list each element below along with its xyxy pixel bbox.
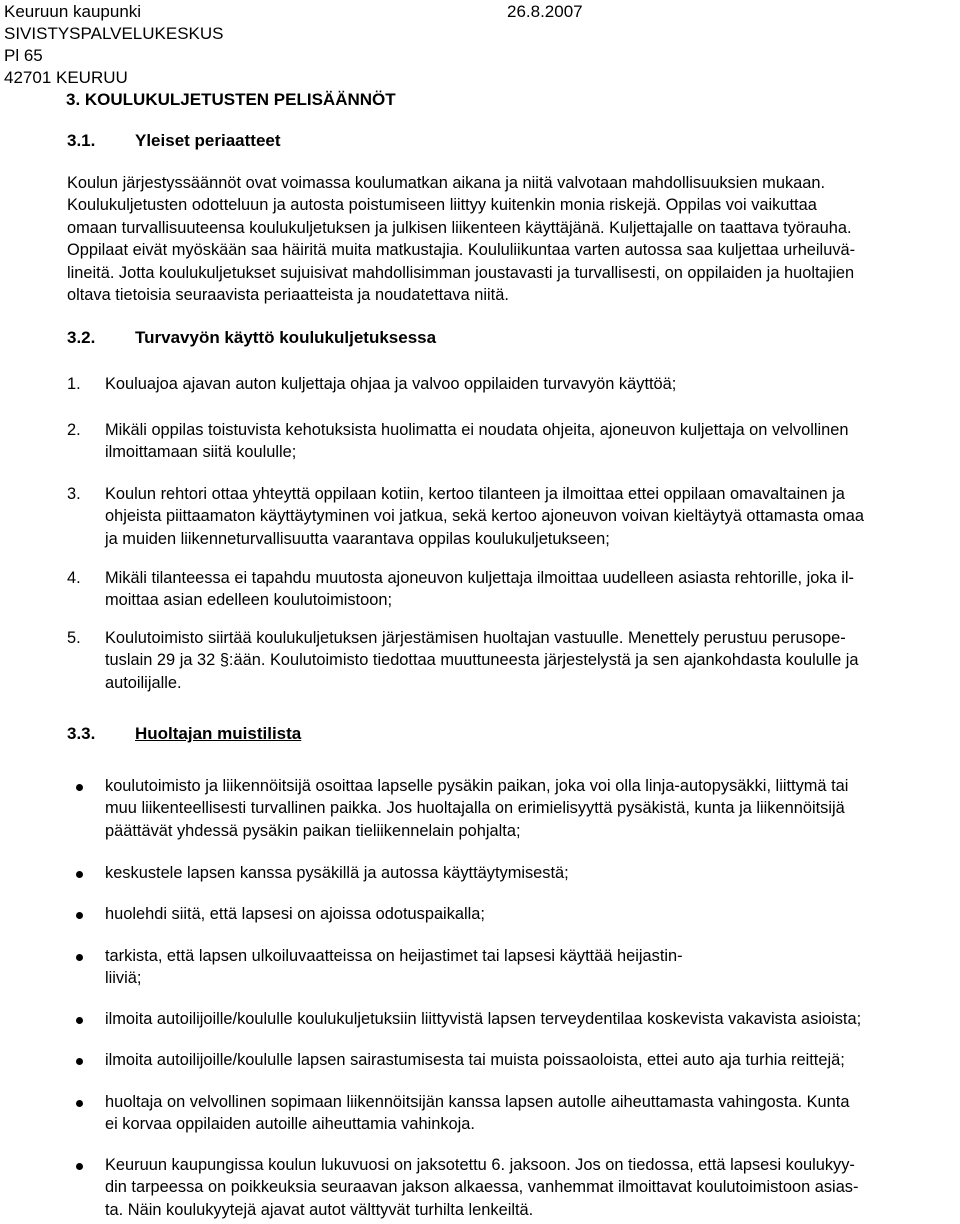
item-line: koulutoimisto ja liikennöitsijä osoittaa lapselle pysäkin paikan, joka voi olla linja-autopysäkki, liittymä tai: [105, 777, 849, 795]
bullet-item: [105, 1008, 861, 1030]
section-number: 3.3.: [67, 724, 96, 743]
item-line: tuslain 29 ja 32 §:ään. Koulutoimisto tiedottaa muuttuneesta järjestelystä ja sen ajankohdasta koululle ja: [105, 651, 859, 670]
numbered-item: [67, 373, 677, 395]
bullet-item: [105, 775, 848, 842]
bullet-icon: [76, 1100, 83, 1107]
item-line: ohjeista piittaamaton käyttäytyminen voi jatkua, sekä kertoo ajoneuvon voivan kieltäytyä ottamasta omaa: [105, 507, 864, 526]
item-line: ilmoittamaan siitä koululle;: [105, 443, 297, 462]
item-line: ja muiden liikenneturvallisuutta vaarantava oppilas koulukuljetukseen;: [105, 529, 610, 548]
item-line: keskustele lapsen kanssa pysäkillä ja autossa käyttäytymisestä;: [105, 864, 569, 882]
sender-postal-code: 42701 KEURUU: [4, 68, 128, 87]
paragraph-line: Koulun järjestyssäännöt ovat voimassa koulumatkan aikana ja niitä valvotaan mahdollisuuksien mukaan.: [67, 174, 826, 192]
section-heading: [67, 130, 281, 152]
item-line: Koulun rehtori ottaa yhteyttä oppilaan kotiin, kertoo tilanteen ja ilmoittaa ettei oppilaan omavaltainen ja: [105, 485, 845, 503]
section-paragraph: [67, 172, 957, 306]
section-title: Huoltajan muistilista: [135, 724, 302, 743]
section-title: Yleiset periaatteet: [135, 131, 281, 150]
item-line: huolehdi siitä, että lapsesi on ajoissa odotuspaikalla;: [105, 905, 485, 923]
item-line: huoltaja on velvollinen sopimaan liikennöitsijän kanssa lapsen autolle aiheuttamasta vahingosta. Kunta: [105, 1093, 850, 1111]
item-line: päättävät yhdessä pysäkin paikan tieliikennelain pohjalta;: [105, 821, 521, 840]
section-number: 3.2.: [67, 328, 96, 347]
paragraph-line: oltava tietoisia seuraavista periaatteista ja noudatettava niitä.: [67, 286, 509, 305]
paragraph-line: lineitä. Jotta koulukuljetukset sujuisivat mahdollisimman joustavasti ja turvallisesti, on oppilaiden ja huoltajien: [67, 263, 855, 282]
bullet-icon: [76, 954, 83, 961]
sender-city: Keuruun kaupunki: [4, 2, 142, 21]
item-line: ilmoita autoilijoille/koululle lapsen sairastumisesta tai muista poissaoloista, ettei auto aja turhia reittejä;: [105, 1051, 845, 1069]
item-number: 1.: [67, 375, 81, 393]
sender-po-box: Pl 65: [4, 46, 43, 65]
item-number: 3.: [67, 485, 81, 503]
item-number: 4.: [67, 569, 81, 587]
bullet-icon: [76, 1017, 83, 1024]
item-line: din tarpeessa on poikkeuksia seuraavan jakson alkaessa, vanhemmat ilmoittavat koulutoimistoon asias-: [105, 1178, 859, 1197]
item-line: autoilijalle.: [105, 673, 182, 692]
bullet-item: [105, 1154, 858, 1221]
paragraph-line: omaan turvallisuuteensa koulukuljetuksen ja julkisen liikenteen käyttäjänä. Kuljettajalle on taattava työrauha.: [67, 218, 852, 237]
item-line: moittaa asian edelleen koulutoimistoon;: [105, 591, 393, 610]
paragraph-line: Koulukuljetusten odotteluun ja autosta poistumiseen liittyy kuitenkin monia riskejä. Oppilas voi vaikuttaa: [67, 196, 817, 215]
item-line: liiviä;: [105, 969, 142, 988]
bullet-item: [105, 1091, 849, 1136]
numbered-item: [67, 483, 864, 550]
bullet-item: [105, 945, 683, 990]
item-line: muu liikenteellisesti turvallinen paikka. Jos huoltajalla on erimielisyyttä pysäkistä, kunta ja liikennöitsijä: [105, 799, 845, 818]
item-number: 2.: [67, 421, 81, 439]
section-title: Turvavyön käyttö koulukuljetuksessa: [135, 328, 437, 347]
sender-address-block: [4, 1, 224, 89]
item-line: ei korvaa oppilaiden autoille aiheuttamia vahinkoja.: [105, 1115, 475, 1134]
numbered-item: [67, 419, 849, 464]
numbered-item: [67, 627, 859, 694]
bullet-icon: [76, 784, 83, 791]
item-line: Koulutoimisto siirtää koulukuljetuksen järjestämisen huoltajan vastuulle. Menettely perustuu perusope-: [105, 629, 846, 647]
item-line: Mikäli tilanteessa ei tapahdu muutosta ajoneuvon kuljettaja ilmoittaa uudelleen asiasta rehtorille, joka il-: [105, 569, 854, 587]
sender-department: SIVISTYSPALVELUKESKUS: [4, 24, 224, 43]
item-line: Mikäli oppilas toistuvista kehotuksista huolimatta ei noudata ohjeita, ajoneuvon kuljettaja on velvollinen: [105, 421, 849, 439]
section-number: 3.1.: [67, 131, 96, 150]
item-number: 5.: [67, 629, 81, 647]
numbered-item: [67, 567, 854, 612]
bullet-item: [105, 1049, 845, 1071]
bullet-icon: [76, 912, 83, 919]
bullet-item: [105, 862, 569, 884]
section-heading: [67, 723, 301, 745]
item-line: ilmoita autoilijoille/koululle koulukuljetuksiin liittyvistä lapsen terveydentilaa koskevista vakavista asioista;: [105, 1010, 862, 1028]
paragraph-line: Oppilaat eivät myöskään saa häiritä muita matkustajia. Koululiikuntaa varten autossa saa kuljettaa urheiluvä-: [67, 241, 856, 260]
bullet-icon: [76, 1058, 83, 1065]
item-line: ta. Näin koulukyytejä ajavat autot välttyvät turhilta lenkeiltä.: [105, 1200, 534, 1219]
item-line: Keuruun kaupungissa koulun lukuvuosi on jaksotettu 6. jaksoon. Jos on tiedossa, että lapsesi koulukyy-: [105, 1156, 855, 1174]
bullet-item: [105, 903, 485, 925]
item-line: tarkista, että lapsen ulkoiluvaatteissa on heijastimet tai lapsesi käyttää heijastin-: [105, 947, 683, 965]
document-date: 26.8.2007: [507, 2, 583, 21]
item-line: Kouluajoa ajavan auton kuljettaja ohjaa ja valvoo oppilaiden turvavyön käyttöä;: [105, 375, 677, 393]
bullet-icon: [76, 1163, 83, 1170]
section-heading: [67, 327, 436, 349]
document-title: 3. KOULUKULJETUSTEN PELISÄÄNNÖT: [66, 90, 396, 109]
bullet-icon: [76, 871, 83, 878]
